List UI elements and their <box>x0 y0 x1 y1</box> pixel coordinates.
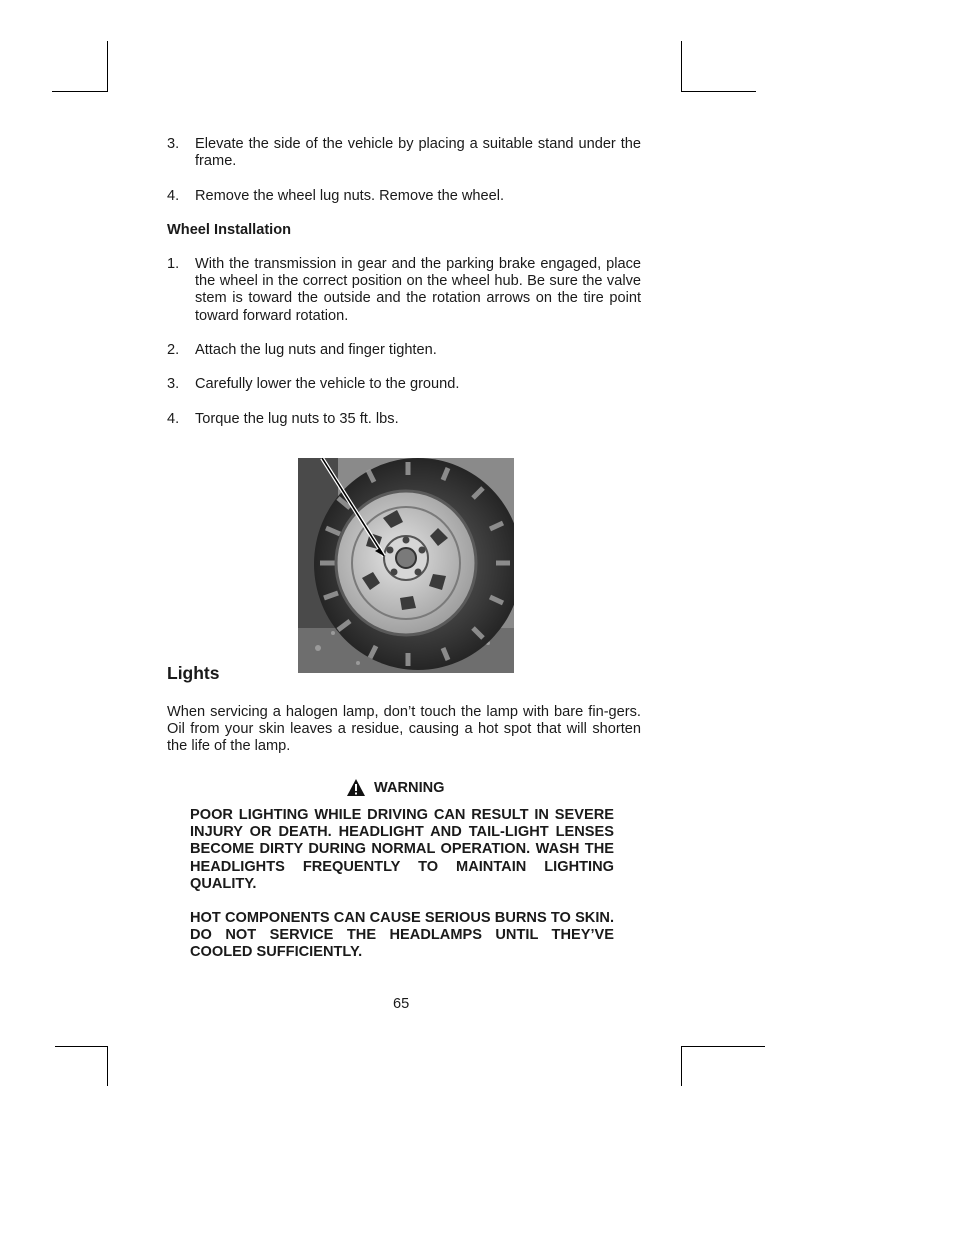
step-text: Remove the wheel lug nuts. Remove the wheel. <box>195 188 505 204</box>
step-number: 2. <box>167 342 180 358</box>
step-number: 4. <box>167 188 180 204</box>
wheel-installation-heading: Wheel Installation <box>167 222 292 238</box>
page-number: 65 <box>393 996 410 1012</box>
warning-text-1: POOR LIGHTING WHILE DRIVING CAN RESULT IN SEVERE INJURY OR DEATH. HEADLIGHT AND TAIL-LIGHT LENSES BECOME DIRTY DURING NORMAL OPERATION. WASH THE HEADLIGHTS FREQUENTLY TO MAINTAIN LIGHTING QUALITY. <box>190 807 614 892</box>
step-text: Carefully lower the vehicle to the ground. <box>195 376 460 392</box>
install-step-3 <box>167 376 641 393</box>
step-number: 3. <box>167 136 180 152</box>
crop-mark <box>681 1046 765 1047</box>
step-text: Attach the lug nuts and finger tighten. <box>195 342 437 358</box>
install-step-2 <box>167 342 641 359</box>
removal-step-3 <box>167 136 641 170</box>
step-number: 1. <box>167 256 180 272</box>
wheel-photo <box>298 458 514 673</box>
warning-label: WARNING <box>374 779 445 796</box>
install-step-4 <box>167 411 641 428</box>
step-number: 4. <box>167 411 180 427</box>
warning-text-2: HOT COMPONENTS CAN CAUSE SERIOUS BURNS TO SKIN. DO NOT SERVICE THE HEADLAMPS UNTIL THEY’VE COOLED SUFFICIENTLY. <box>190 910 614 961</box>
crop-mark <box>107 1046 108 1086</box>
crop-mark <box>107 41 108 92</box>
crop-mark <box>681 41 682 92</box>
lights-title: Lights <box>167 663 220 683</box>
crop-mark <box>55 1046 108 1047</box>
crop-mark <box>681 1046 682 1086</box>
step-text: Torque the lug nuts to 35 ft. lbs. <box>195 411 399 427</box>
crop-mark <box>681 91 756 92</box>
warning-triangle-icon <box>346 778 366 797</box>
crop-mark <box>52 91 108 92</box>
lights-body: When servicing a halogen lamp, don’t touch the lamp with bare fin-gers. Oil from your skin leaves a residue, causing a hot spot that will shorten the life of the lamp. <box>167 704 641 755</box>
step-text: Elevate the side of the vehicle by placing a suitable stand under the frame. <box>195 136 641 170</box>
removal-step-4 <box>167 188 641 205</box>
warning-header <box>346 778 445 797</box>
install-step-1 <box>167 256 641 325</box>
step-text: With the transmission in gear and the parking brake engaged, place the wheel in the correct position on the wheel hub. Be sure the valve stem is toward the outside and the rotation arrows on the tire point toward forward rotation. <box>195 256 641 324</box>
step-number: 3. <box>167 376 180 392</box>
